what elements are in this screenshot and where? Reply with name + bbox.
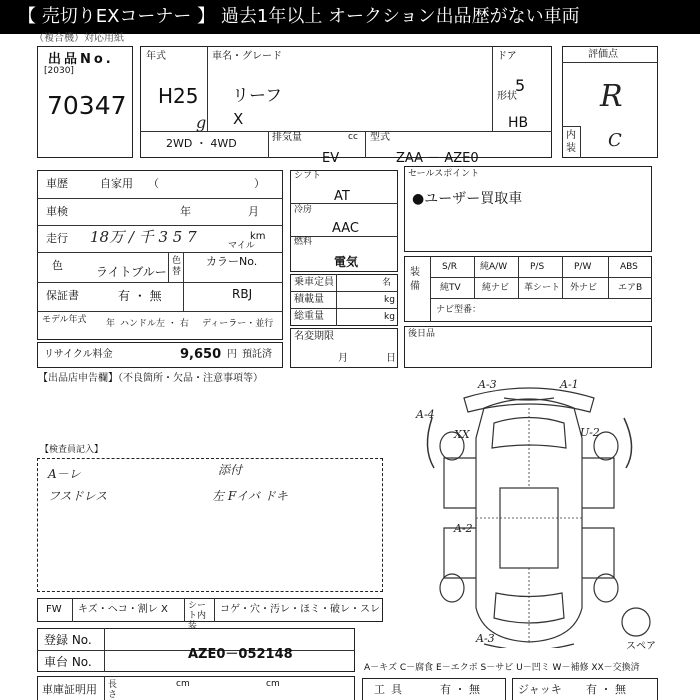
score-label: 評価点 (588, 49, 618, 60)
lot-number-box (37, 46, 133, 158)
inspector-box (37, 458, 383, 592)
name-grade-label: 車名・グレード (212, 51, 282, 62)
fuel-value: 電気 (334, 255, 359, 269)
mark-front-a1: A-1 (560, 378, 579, 391)
option-ext-navi: 外ナビ (570, 283, 598, 293)
inspection-year: 年 (180, 205, 191, 218)
inspection-label: 車検 (46, 205, 68, 218)
recycle-amount: 9,650 (180, 347, 222, 362)
load-unit: kg (384, 295, 395, 305)
color-no-value: RBJ (232, 287, 253, 301)
door-value: 5 (515, 76, 526, 95)
warranty-value: 有 ・ 無 (118, 289, 162, 303)
name-change-day: 日 (386, 353, 396, 364)
options-side-label: 装備 (410, 267, 420, 292)
option-navi: 純ナビ (482, 283, 510, 293)
color-no-label: カラーNo. (206, 255, 258, 268)
shift-label: シフト (294, 171, 322, 181)
color-value: ライトブルー (96, 265, 167, 279)
history-label: 車歴 (46, 177, 68, 190)
shape-label: 形状 (497, 91, 517, 102)
color-change-label: 色替 (172, 256, 182, 277)
fw-text: キズ・ヘコ・割レ X (78, 604, 168, 615)
ac-value: AAC (332, 221, 359, 236)
fw-label: FW (46, 604, 62, 615)
jack-value: 有 ・ 無 (586, 683, 626, 696)
sales-point-value: ●ユーザー買取車 (412, 191, 523, 207)
inspector-note-left-2: フスドレス (48, 489, 108, 503)
length-unit: cm (176, 679, 190, 689)
paper-note: （複合機）対応用紙 (34, 33, 124, 44)
year-value: H25 (158, 84, 199, 108)
interior-value: C (608, 130, 622, 151)
year-handwritten: g (196, 113, 207, 132)
option-ps: P/S (530, 262, 545, 272)
option-airbag: エアB (618, 283, 643, 293)
inspector-label: 【検査員記入】 (40, 445, 104, 455)
mark-side-a2: A-2 (454, 522, 473, 535)
option-alloy: 純A/W (480, 262, 508, 272)
model-year-unit: 年 (106, 319, 116, 329)
lot-code: [2030] (44, 66, 74, 76)
sales-point-label: セールスポイント (408, 169, 480, 179)
warranty-label: 保証書 (46, 289, 79, 302)
mark-left-a4: A-4 (416, 408, 435, 421)
mark-left-xx: XX (454, 428, 470, 441)
mark-right-u2: U-2 (580, 426, 600, 439)
handle-label: ハンドル (120, 319, 157, 329)
km-label: km (250, 231, 266, 242)
tool-value: 有 ・ 無 (440, 683, 480, 696)
jack-label: ジャッキ (518, 683, 562, 696)
option-abs: ABS (620, 262, 638, 272)
auction-banner: 【 売切りEXコーナー 】 過去1年以上 オークション出品歴がない車両 (0, 0, 700, 34)
paren-close: ） (254, 177, 265, 190)
tool-label: 工具 (374, 683, 408, 696)
later-items-box (404, 326, 652, 368)
mark-front-a3: A-3 (478, 378, 497, 391)
gross-unit: kg (384, 312, 395, 322)
color-label: 色 (52, 259, 63, 272)
interior-label: 内装 (566, 130, 576, 154)
report-label: 【出品店申告欄】（不良箇所・欠品・注意事項等） (38, 373, 263, 384)
car-damage-diagram (404, 378, 654, 648)
shift-value: AT (334, 189, 350, 204)
mile-label: マイル (228, 241, 255, 251)
handle-value: 左 ・ 右 (156, 319, 189, 329)
drive-type: 2WD ・ 4WD (166, 137, 237, 150)
capacity-unit: 名 (382, 278, 392, 288)
length-unit-2: cm (266, 679, 280, 689)
recycle-note: 預託済 (242, 349, 272, 360)
gross-label: 総重量 (294, 311, 324, 322)
ac-label: 冷房 (294, 205, 313, 215)
length-label: 長さ (108, 680, 118, 700)
inspector-note-right-1: 添付 (218, 463, 243, 477)
chassis-no-value: AZE0－052148 (188, 647, 293, 662)
name-change-label: 名変期限 (294, 331, 334, 342)
car-grade: X (233, 110, 244, 128)
mark-rear-a3: A-3 (476, 632, 495, 645)
model-year-label: モデル年式 (42, 315, 87, 325)
paren-open: （ (148, 177, 159, 190)
load-label: 積載量 (294, 294, 324, 305)
navi-model-label: ナビ型番： (436, 305, 482, 315)
name-change-month: 月 (338, 353, 348, 364)
car-name: リーフ (232, 86, 283, 106)
year-label: 年式 (146, 51, 166, 62)
mileage-label: 走行 (46, 232, 68, 245)
fuel-label: 燃料 (294, 237, 313, 247)
lot-label: 出品No. (48, 52, 114, 67)
mileage-handwritten: 18万 / 千 3 5 7 (90, 228, 197, 246)
dealer-label: ディーラー・並行 (202, 319, 274, 329)
garage-cert-label: 車庫証明用 (42, 683, 97, 696)
model-label: 型式 (370, 132, 390, 143)
option-leather: 革シート (524, 283, 561, 293)
option-tv: 純TV (440, 283, 461, 293)
option-pw: P/W (574, 262, 592, 272)
damage-legend: A－キズ C－腐食 E－エクボ S－サビ U－凹ミ W－補修 XX－交換済 (364, 663, 640, 673)
displacement-label: 排気量 (272, 132, 302, 143)
history-value: 自家用 (100, 177, 133, 190)
recycle-label: リサイクル料金 (44, 349, 113, 360)
shape-value: HB (508, 115, 529, 131)
displacement-value: EV (322, 151, 340, 166)
score-value: R (600, 79, 623, 114)
reg-no-label: 登録 No. (44, 633, 92, 647)
recycle-unit: 円 (227, 349, 237, 360)
capacity-label: 乗車定員 (294, 277, 334, 288)
inspector-note-right-2: 左 Fイバ ドキ (212, 489, 288, 503)
chassis-no-label: 車台 No. (44, 655, 92, 669)
inspector-note-left-1: A－レ (48, 467, 81, 481)
displacement-unit: cc (348, 132, 358, 142)
seat-text: コゲ・穴・汚レ・ほミ・破レ・スレ (220, 604, 380, 615)
option-sr: S/R (442, 262, 457, 272)
inspection-month: 月 (248, 205, 259, 218)
lot-number: 70347 (47, 91, 127, 120)
door-label: ドア (497, 51, 517, 62)
later-items-label: 後日品 (408, 329, 436, 339)
seat-label: シート内装 (188, 601, 207, 631)
model-value: ZAA － AZE0 (396, 151, 479, 166)
spare-tire-label: スペア (626, 641, 656, 652)
